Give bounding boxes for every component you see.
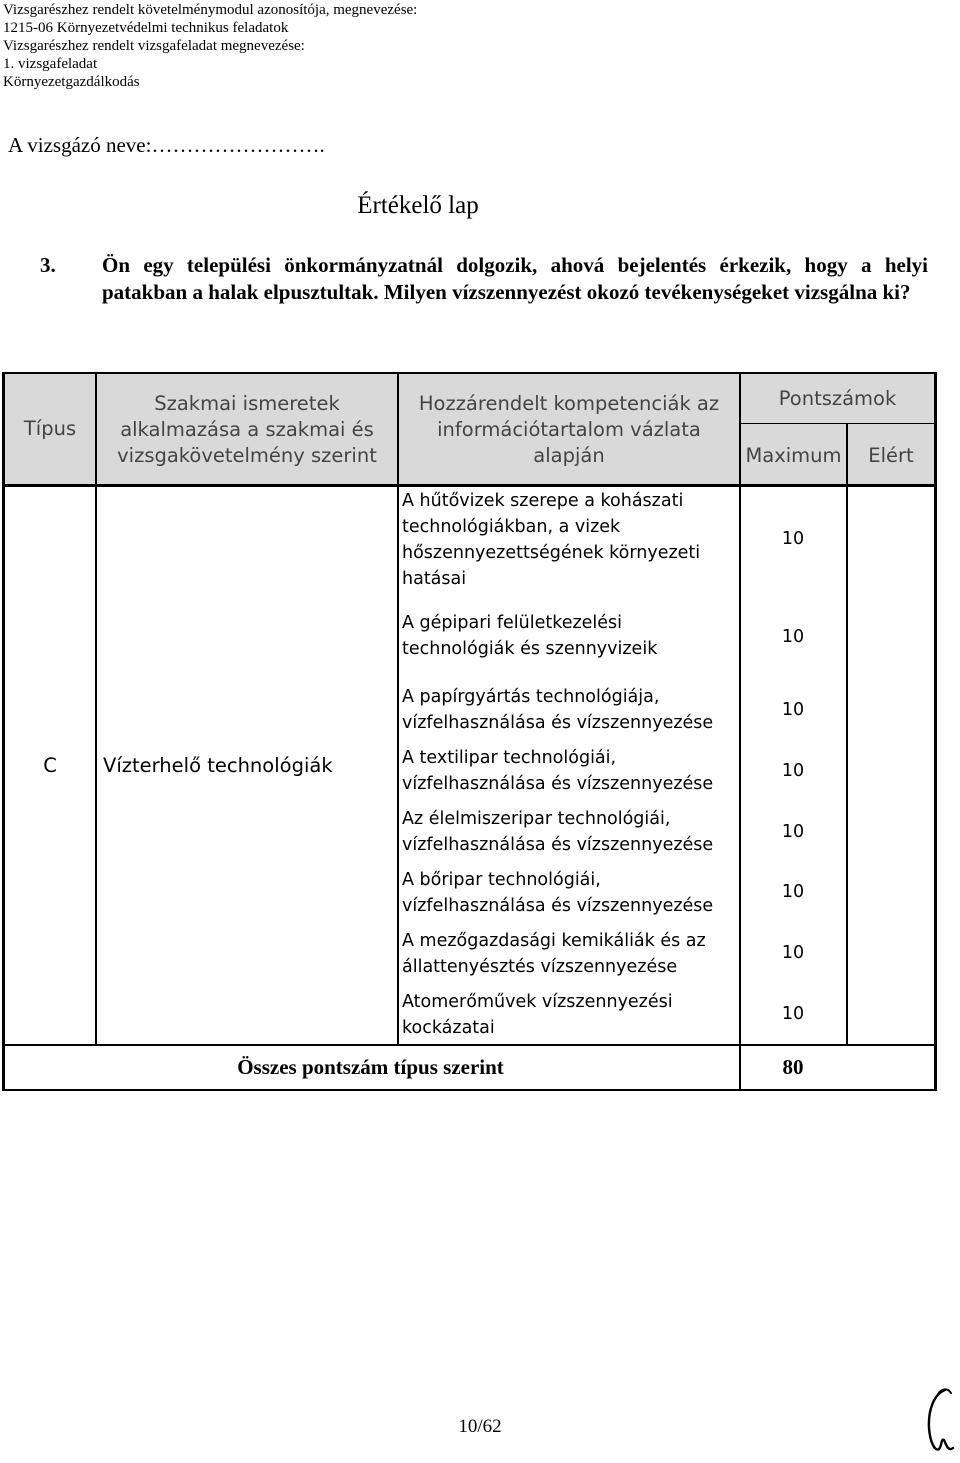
task-name-label: Vizsgarészhez rendelt vizsgafeladat megnevezése: [3, 38, 305, 54]
points-header-divider [739, 423, 935, 424]
page-title: Értékelő lap [357, 192, 479, 219]
candidate-name-field: A vizsgázó neve:……………………. [8, 133, 325, 157]
table-row: A mezőgazdasági kemikáliák és az állattenyésztés vízszennyezése [402, 931, 706, 977]
table-row: Az élelmiszeripar technológiái, vízfelhasználása és vízszennyezése [402, 809, 714, 855]
question-number: 3. [40, 253, 56, 277]
header-achieved: Elért [868, 444, 914, 467]
max-points: 10 [781, 529, 805, 549]
task-number: 1. vizsgafeladat [3, 56, 98, 72]
module-id-label: Vizsgarészhez rendelt követelménymodul azonosítója, megnevezése: [3, 2, 418, 18]
table-row: A bőripar technológiái, vízfelhasználása és vízszennyezése [402, 870, 714, 916]
max-points: 10 [781, 943, 805, 963]
header-type: Típus [23, 417, 77, 440]
header-bottom-border [2, 484, 937, 487]
table-row: A papírgyártás technológiája, vízfelhasználása és vízszennyezése [402, 687, 714, 733]
max-points: 10 [781, 627, 805, 647]
table-border-right [934, 372, 937, 1091]
type-value: C [43, 754, 57, 777]
total-row-top-border [2, 1044, 937, 1046]
header-competence: Hozzárendelt kompetenciák az információtartalom vázlata alapján [418, 392, 720, 467]
table-row: Atomerőművek vízszennyezési kockázatai [402, 992, 673, 1038]
header-points: Pontszámok [778, 387, 897, 410]
max-points: 10 [781, 761, 805, 781]
table-border-top [2, 372, 937, 374]
max-points: 10 [781, 822, 805, 842]
task-name: Környezetgazdálkodás [3, 74, 140, 90]
col-divider-2 [397, 372, 399, 1045]
header-knowledge: Szakmai ismeretek alkalmazása a szakmai és vizsgakövetelmény szerint [117, 392, 377, 467]
max-points: 10 [781, 1004, 805, 1024]
col-divider-1 [95, 372, 97, 1045]
col-divider-3 [739, 372, 741, 1091]
max-points: 10 [781, 882, 805, 902]
table-border-left [2, 372, 5, 1091]
total-value: 80 [782, 1055, 804, 1079]
module-id-value: 1215-06 Környezetvédelmi technikus feladatok [3, 20, 289, 36]
header-max: Maximum [745, 444, 842, 467]
max-points: 10 [781, 700, 805, 720]
page-number: 10/62 [458, 1416, 502, 1437]
total-label: Összes pontszám típus szerint [237, 1055, 504, 1079]
col-divider-4 [846, 424, 848, 1045]
knowledge-value: Vízterhelő technológiák [103, 754, 333, 777]
table-row: A gépipari felületkezelési technológiák és szennyvizeik [402, 613, 658, 659]
table-row: A hűtővizek szerepe a kohászati technológiákban, a vizek hőszennyezettségének környezeti hatásai [402, 491, 701, 589]
table-row: A textilipar technológiái, vízfelhasználása és vízszennyezése [402, 748, 714, 794]
question-text: Ön egy települési önkormányzatnál dolgozik, ahová bejelentés érkezik, hogy a helyi patakban a halak elpusztultak. Milyen vízszennyezést okozó tevékenységeket vizsgálna ki? [102, 253, 928, 304]
table-border-bottom [2, 1089, 937, 1091]
